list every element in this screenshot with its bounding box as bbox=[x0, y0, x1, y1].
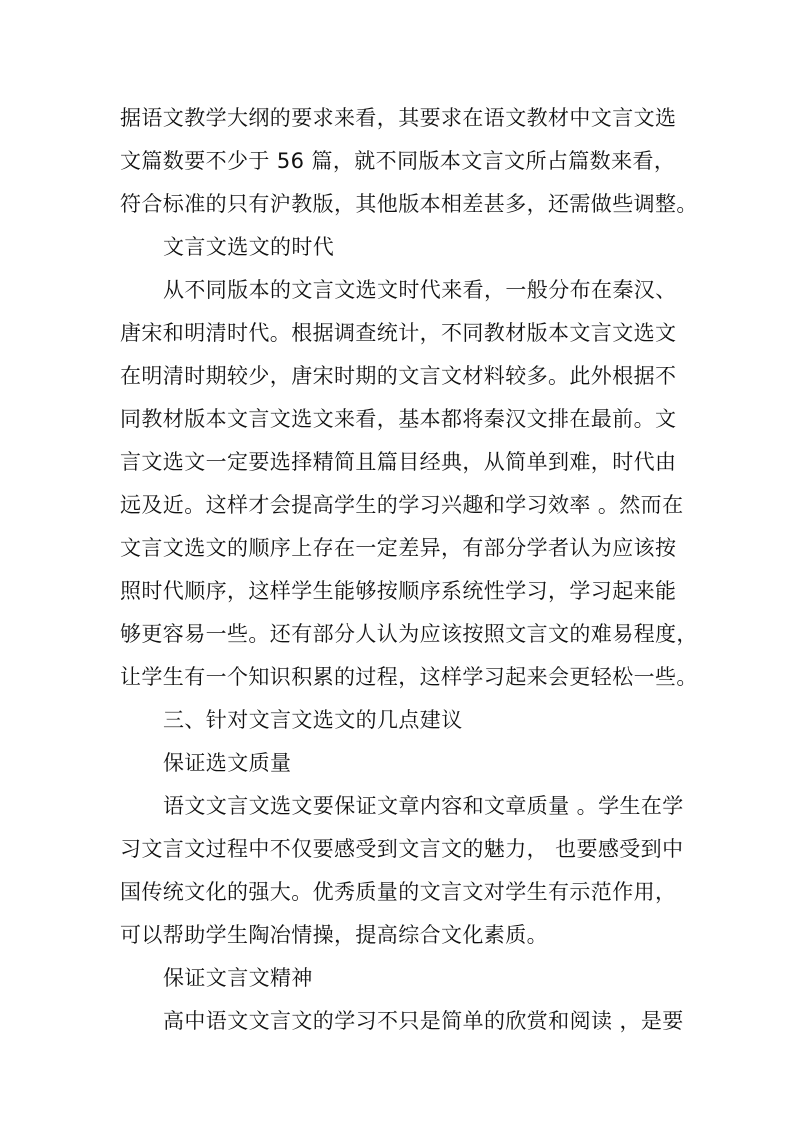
body-text-line: 符合标准的只有沪教版，其他版本相差甚多，还需做些调整。 bbox=[120, 192, 698, 216]
body-text-line: 远及近。这样才会提高学生的学习兴趣和学习效率 。然而在 bbox=[120, 493, 684, 517]
body-text-line: 照时代顺序，这样学生能够按顺序系统性学习，学习起来能 bbox=[120, 579, 677, 603]
body-text-line: 据语文教学大纲的要求来看，其要求在语文教材中文言文选 bbox=[120, 106, 677, 130]
body-text-line: 国传统文化的强大。优秀质量的文言文对学生有示范作用， bbox=[120, 880, 677, 904]
body-text-line: 让学生有一个知识积累的过程，这样学习起来会更轻松一些。 bbox=[120, 665, 698, 689]
body-text-line: 可以帮助学生陶冶情操，提高综合文化素质。 bbox=[120, 923, 548, 947]
body-text-line: 语文文言文选文要保证文章内容和文章质量 。学生在学 bbox=[163, 794, 684, 818]
body-text-line: 习文言文过程中不仅要感受到文言文的魅力， 也要感受到中 bbox=[120, 837, 684, 861]
body-text-line: 同教材版本文言文选文来看，基本都将秦汉文排在最前。文 bbox=[120, 407, 677, 431]
section-heading: 三、针对文言文选文的几点建议 bbox=[163, 708, 463, 732]
body-text-line: 够更容易一些。还有部分人认为应该按照文言文的难易程度， bbox=[120, 622, 698, 646]
body-text-line: 在明清时期较少，唐宋时期的文言文材料较多。此外根据不 bbox=[120, 364, 677, 388]
subsection-heading: 保证文言文精神 bbox=[163, 966, 313, 990]
body-text-line: 文篇数要不少于 56 篇，就不同版本文言文所占篇数来看， bbox=[120, 149, 676, 173]
body-text-line: 文言文选文的顺序上存在一定差异，有部分学者认为应该按 bbox=[120, 536, 677, 560]
subsection-heading: 保证选文质量 bbox=[163, 751, 292, 775]
body-text-line: 唐宋和明清时代。根据调查统计，不同教材版本文言文选文 bbox=[120, 321, 677, 345]
section-heading: 文言文选文的时代 bbox=[163, 235, 335, 259]
body-text-line: 高中语文文言文的学习不只是简单的欣赏和阅读 ，是要 bbox=[163, 1009, 684, 1033]
body-text-line: 从不同版本的文言文选文时代来看，一般分布在秦汉、 bbox=[163, 278, 677, 302]
body-text-line: 言文选文一定要选择精简且篇目经典，从简单到难，时代由 bbox=[120, 450, 677, 474]
